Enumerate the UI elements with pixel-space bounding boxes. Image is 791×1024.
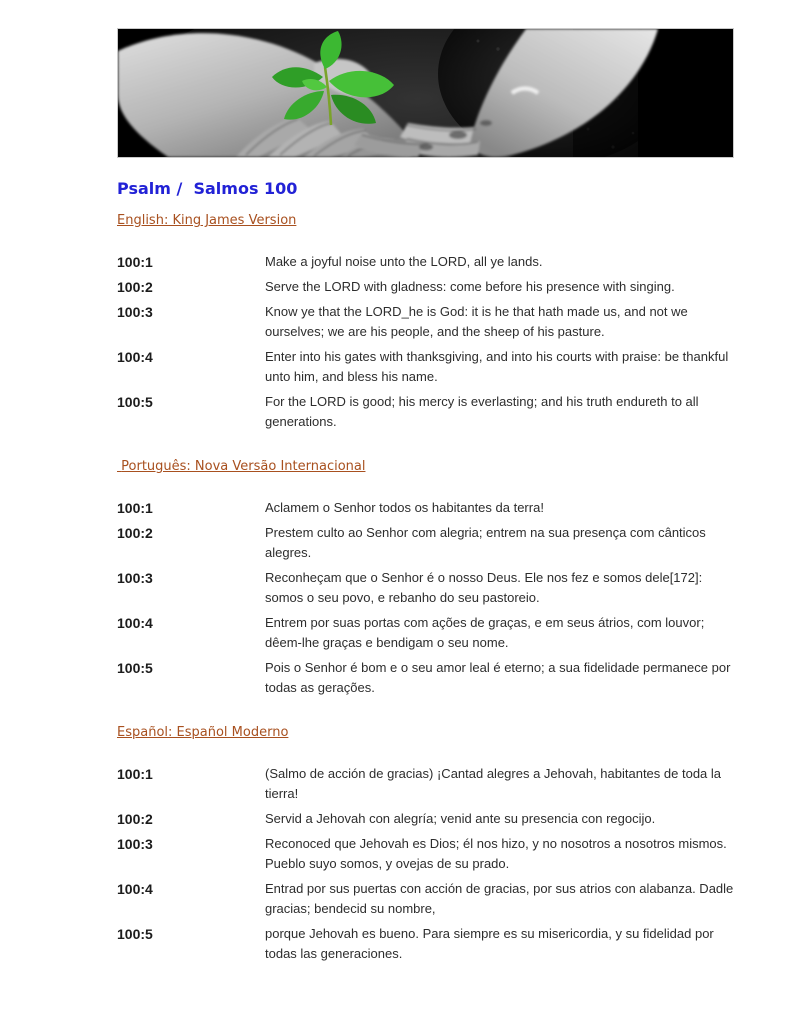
verse-ref: 100:2 xyxy=(117,811,153,827)
verse-row xyxy=(117,392,734,432)
verse-ref: 100:4 xyxy=(117,881,153,897)
verse-ref: 100:5 xyxy=(117,394,153,410)
verse-text: Reconoced que Jehovah es Dios; él nos hizo, y no nosotros a nosotros mismos. Pueblo suyo somos, y ovejas de su prado. xyxy=(265,836,727,871)
section-portuguese xyxy=(117,444,734,698)
verse-ref: 100:3 xyxy=(117,304,153,320)
verse-row xyxy=(117,523,734,563)
verse-list-english xyxy=(117,252,734,432)
verse-row xyxy=(117,834,734,874)
verse-text: Know ye that the LORD_he is God: it is he that hath made us, and not we ourselves; we are his people, and the sheep of his pasture. xyxy=(265,304,688,339)
verse-ref: 100:5 xyxy=(117,926,153,942)
section-spanish xyxy=(117,710,734,964)
verse-ref: 100:1 xyxy=(117,500,153,516)
verse-row xyxy=(117,252,734,272)
section-link-portuguese[interactable]: Português: Nova Versão Internacional xyxy=(117,459,366,474)
verse-text: (Salmo de acción de gracias) ¡Cantad alegres a Jehovah, habitantes de toda la tierra! xyxy=(265,766,722,801)
hands-planting-seedling-image xyxy=(117,28,734,158)
verse-row xyxy=(117,498,734,518)
verse-text: Serve the LORD with gladness: come before his presence with singing. xyxy=(265,279,675,294)
verse-text: Servid a Jehovah con alegría; venid ante su presencia con regocijo. xyxy=(265,811,656,826)
verse-row xyxy=(117,568,734,608)
verse-text: Prestem culto ao Senhor com alegria; entrem na sua presença com cânticos alegres. xyxy=(265,525,706,560)
section-link-spanish[interactable]: Español: Español Moderno xyxy=(117,725,289,740)
verse-text: Aclamem o Senhor todos os habitantes da terra! xyxy=(265,500,544,515)
verse-text: Make a joyful noise unto the LORD, all ye lands. xyxy=(265,254,543,269)
page-title: Psalm / Salmos 100 xyxy=(117,179,298,198)
verse-row xyxy=(117,924,734,964)
verse-text: Enter into his gates with thanksgiving, and into his courts with praise: be thankful unto him, and bless his name. xyxy=(265,349,729,384)
hands-planting-seedling-illustration xyxy=(118,29,733,157)
verse-ref: 100:4 xyxy=(117,615,153,631)
verse-list-portuguese xyxy=(117,498,734,698)
verse-ref: 100:1 xyxy=(117,254,153,270)
verse-row xyxy=(117,809,734,829)
verse-row xyxy=(117,347,734,387)
verse-ref: 100:3 xyxy=(117,570,153,586)
verse-ref: 100:4 xyxy=(117,349,153,365)
verse-ref: 100:5 xyxy=(117,660,153,676)
verse-text: porque Jehovah es bueno. Para siempre es su misericordia, y su fidelidad por todas las generaciones. xyxy=(265,926,714,961)
section-english xyxy=(117,198,734,432)
verse-ref: 100:2 xyxy=(117,279,153,295)
verse-text: Entrem por suas portas com ações de graças, e em seus átrios, com louvor; dêem-lhe graças e bendigam o seu nome. xyxy=(265,615,705,650)
verse-row xyxy=(117,302,734,342)
verse-text: Pois o Senhor é bom e o seu amor leal é eterno; a sua fidelidade permanece por todas as gerações. xyxy=(265,660,731,695)
verse-list-spanish xyxy=(117,764,734,964)
verse-ref: 100:2 xyxy=(117,525,153,541)
verse-row xyxy=(117,879,734,919)
verse-row xyxy=(117,658,734,698)
verse-ref: 100:3 xyxy=(117,836,153,852)
verse-text: For the LORD is good; his mercy is everlasting; and his truth endureth to all generations. xyxy=(265,394,699,429)
verse-text: Reconheçam que o Senhor é o nosso Deus. Ele nos fez e somos dele[172]: somos o seu povo, e rebanho do seu pastoreio. xyxy=(265,570,703,605)
verse-row xyxy=(117,613,734,653)
verse-row xyxy=(117,277,734,297)
section-link-english[interactable]: English: King James Version xyxy=(117,213,297,228)
verse-ref: 100:1 xyxy=(117,766,153,782)
verse-row xyxy=(117,764,734,804)
verse-text: Entrad por sus puertas con acción de gracias, por sus atrios con alabanza. Dadle gracias; bendecid su nombre, xyxy=(265,881,734,916)
document-page xyxy=(117,0,734,964)
